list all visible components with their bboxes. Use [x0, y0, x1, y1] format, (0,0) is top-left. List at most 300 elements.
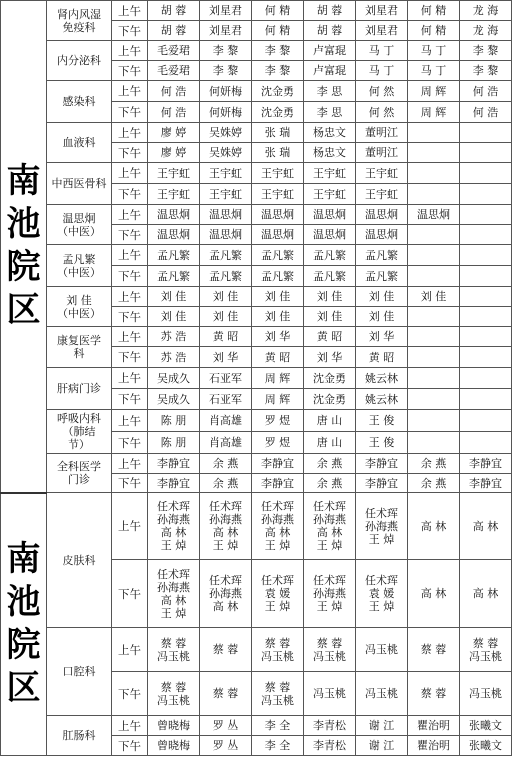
- doctor-name: 刘星君: [209, 24, 242, 37]
- doctor-cell: [252, 266, 304, 287]
- doctor-name: 孟凡繁: [365, 248, 398, 262]
- doctor-name: 何 然: [368, 84, 395, 98]
- doctor-cell: [304, 245, 356, 266]
- doctor-name: 刘 佳: [160, 290, 187, 303]
- doctor-cell: [408, 389, 460, 410]
- doctor-cell: [408, 560, 460, 628]
- doctor-name: 张 瑞: [264, 126, 291, 139]
- doctor-name: 李 黎: [472, 64, 499, 77]
- doctor-name: 何 然: [368, 105, 395, 119]
- doctor-name: 马 丁: [368, 64, 395, 77]
- doctor-name: 李 黎: [264, 64, 291, 77]
- doctor-name: 孟凡繁: [313, 269, 346, 283]
- doctor-name: 温思炯: [157, 208, 190, 221]
- doctor-name: 唐 山: [316, 436, 343, 449]
- doctor-name: 王宇虹: [209, 187, 242, 201]
- doctor-name: 姚云林: [365, 371, 398, 385]
- doctor-name: 蔡 蓉: [212, 643, 239, 656]
- doctor-cell: [200, 21, 252, 41]
- doctor-cell: [304, 61, 356, 81]
- doctor-cell: [304, 287, 356, 307]
- doctor-cell: [200, 454, 252, 474]
- doctor-name: 刘 佳: [316, 310, 343, 323]
- department-name-line: 肝病门诊: [57, 382, 101, 395]
- doctor-cell: [252, 389, 304, 410]
- doctor-name: 冯玉桃: [365, 687, 398, 700]
- doctor-cell: [408, 432, 460, 454]
- doctor-cell: [460, 347, 512, 368]
- doctor-cell: [408, 672, 460, 716]
- doctor-cell: [252, 493, 304, 560]
- doctor-name: 余 燕: [212, 476, 239, 490]
- doctor-name: 蔡 蓉: [160, 636, 187, 650]
- doctor-cell: [304, 493, 356, 560]
- department-name-line: 温思炯: [62, 211, 96, 225]
- doctor-cell: [148, 205, 200, 225]
- doctor-name: 刘星君: [365, 4, 398, 17]
- doctor-cell: [304, 266, 356, 287]
- department-name: [47, 163, 112, 205]
- doctor-name: 温思炯: [261, 208, 294, 221]
- doctor-cell: [304, 474, 356, 493]
- doctor-name: 谢 江: [368, 739, 395, 752]
- doctor-cell: [408, 225, 460, 245]
- doctor-name: 张曦文: [469, 739, 502, 752]
- department-name: [47, 123, 112, 163]
- doctor-cell: [460, 454, 512, 474]
- doctor-name: 冯玉桃: [261, 693, 294, 707]
- doctor-name: 余 燕: [420, 476, 447, 490]
- district-char: 池: [6, 582, 41, 623]
- doctor-cell: [408, 327, 460, 347]
- doctor-name: 何 浩: [160, 105, 187, 119]
- doctor-name: 王宇虹: [157, 166, 190, 180]
- doctor-name: 李静宜: [365, 476, 398, 490]
- doctor-cell: [460, 245, 512, 266]
- doctor-cell: [200, 560, 252, 628]
- doctor-name: 张曦文: [469, 719, 502, 732]
- doctor-name: 温思炯: [313, 208, 346, 221]
- doctor-cell: [460, 61, 512, 81]
- time-slot: 下午: [112, 184, 148, 205]
- doctor-cell: [304, 454, 356, 474]
- doctor-cell: [200, 1, 252, 21]
- doctor-name: 杨忠文: [313, 146, 346, 159]
- doctor-name: 王 焯: [368, 532, 395, 546]
- doctor-cell: [460, 327, 512, 347]
- doctor-cell: [252, 163, 304, 184]
- doctor-cell: [304, 184, 356, 205]
- doctor-cell: [408, 205, 460, 225]
- doctor-cell: [148, 245, 200, 266]
- doctor-name: 任术珲: [209, 574, 242, 587]
- department-name: [47, 1, 112, 41]
- doctor-cell: [200, 225, 252, 245]
- doctor-cell: [304, 672, 356, 716]
- table-row: [1, 123, 512, 143]
- doctor-cell: [460, 225, 512, 245]
- doctor-cell: [200, 61, 252, 81]
- doctor-cell: [460, 432, 512, 454]
- doctor-name: 沈金勇: [313, 392, 346, 406]
- time-slot: 下午: [112, 307, 148, 327]
- doctor-name: 任术珲: [261, 500, 294, 513]
- doctor-cell: [148, 327, 200, 347]
- doctor-cell: [460, 21, 512, 41]
- doctor-name: 高 林: [160, 593, 187, 607]
- doctor-name: 任术珲: [365, 506, 398, 520]
- doctor-name: 王 焯: [368, 600, 395, 613]
- doctor-cell: [148, 163, 200, 184]
- doctor-cell: [252, 454, 304, 474]
- doctor-cell: [460, 41, 512, 61]
- doctor-name: 温思炯: [261, 228, 294, 241]
- doctor-cell: [200, 716, 252, 736]
- doctor-name: 沈金勇: [313, 371, 346, 385]
- doctor-name: 杨忠文: [313, 126, 346, 139]
- doctor-cell: [200, 143, 252, 163]
- doctor-name: 高 林: [160, 526, 187, 539]
- time-slot: 下午: [112, 560, 148, 628]
- department-name-line: 肛肠科: [62, 729, 96, 742]
- doctor-name: 任术珲: [157, 567, 190, 581]
- doctor-cell: [148, 266, 200, 287]
- doctor-name: 高 林: [212, 526, 239, 539]
- doctor-cell: [304, 389, 356, 410]
- time-slot: 上午: [112, 368, 148, 389]
- doctor-cell: [304, 102, 356, 123]
- doctor-cell: [252, 81, 304, 102]
- doctor-name: 石亚军: [209, 371, 242, 385]
- doctor-cell: [460, 628, 512, 672]
- doctor-cell: [460, 716, 512, 736]
- time-slot: 下午: [112, 389, 148, 410]
- time-slot: 上午: [112, 123, 148, 143]
- doctor-name: 黄 昭: [264, 350, 291, 364]
- doctor-cell: [356, 81, 408, 102]
- doctor-name: 温思炯: [417, 208, 450, 221]
- department-name-line: （中医）: [57, 265, 101, 279]
- doctor-name: 蔡 蓉: [264, 636, 291, 650]
- department-name: [47, 41, 112, 81]
- time-slot: 上午: [112, 81, 148, 102]
- doctor-cell: [252, 61, 304, 81]
- doctor-name: 孟凡繁: [209, 269, 242, 283]
- doctor-cell: [460, 205, 512, 225]
- doctor-cell: [304, 163, 356, 184]
- doctor-cell: [148, 560, 200, 628]
- doctor-name: 姚云林: [365, 392, 398, 406]
- doctor-name: 谢 江: [368, 719, 395, 732]
- doctor-name: 蔡 蓉: [420, 643, 447, 656]
- doctor-name: 袁 媛: [368, 587, 395, 600]
- doctor-cell: [148, 143, 200, 163]
- doctor-cell: [408, 61, 460, 81]
- department-name-line: 门诊: [68, 473, 90, 486]
- doctor-cell: [460, 163, 512, 184]
- district-char: 院: [6, 247, 41, 288]
- doctor-cell: [356, 368, 408, 389]
- doctor-name: 刘 佳: [264, 310, 291, 323]
- doctor-cell: [356, 307, 408, 327]
- table-row: [1, 410, 512, 432]
- doctor-name: 周 辉: [264, 371, 291, 385]
- doctor-cell: [460, 81, 512, 102]
- doctor-cell: [200, 163, 252, 184]
- time-slot: 上午: [112, 163, 148, 184]
- table-row: [1, 493, 512, 560]
- doctor-name: 孙海燕: [157, 513, 190, 526]
- doctor-cell: [304, 21, 356, 41]
- doctor-name: 陈 朋: [160, 436, 187, 449]
- doctor-name: 王宇虹: [261, 166, 294, 180]
- doctor-cell: [252, 205, 304, 225]
- doctor-name: 王 焯: [316, 600, 343, 613]
- doctor-name: 李 黎: [212, 44, 239, 57]
- doctor-cell: [304, 327, 356, 347]
- department-name-line: 感染科: [62, 95, 96, 108]
- doctor-name: 李 全: [264, 719, 291, 732]
- department-name-line: 中西医骨科: [51, 177, 107, 190]
- department-name-line: 血液科: [62, 136, 96, 149]
- doctor-cell: [252, 41, 304, 61]
- doctor-cell: [408, 184, 460, 205]
- doctor-name: 肖高雄: [209, 414, 242, 427]
- doctor-cell: [252, 736, 304, 756]
- doctor-cell: [252, 628, 304, 672]
- doctor-name: 孙海燕: [313, 587, 346, 600]
- doctor-cell: [356, 672, 408, 716]
- doctor-cell: [148, 454, 200, 474]
- doctor-name: 孙海燕: [157, 580, 190, 594]
- doctor-cell: [252, 560, 304, 628]
- time-slot: 下午: [112, 21, 148, 41]
- department-name-line: 科: [73, 347, 85, 360]
- doctor-cell: [252, 287, 304, 307]
- doctor-name: 何 精: [264, 24, 291, 37]
- doctor-cell: [148, 474, 200, 493]
- doctor-name: 何 精: [264, 4, 291, 17]
- doctor-cell: [200, 266, 252, 287]
- doctor-cell: [408, 21, 460, 41]
- doctor-name: 苏 浩: [160, 330, 187, 343]
- doctor-cell: [356, 163, 408, 184]
- doctor-cell: [200, 81, 252, 102]
- doctor-cell: [148, 410, 200, 432]
- doctor-name: 胡 蓉: [316, 4, 343, 17]
- doctor-cell: [408, 245, 460, 266]
- doctor-cell: [460, 1, 512, 21]
- table-row: [1, 245, 512, 266]
- doctor-name: 李静宜: [261, 457, 294, 470]
- department-name-line: 皮肤科: [62, 553, 96, 567]
- doctor-name: 高 林: [264, 526, 291, 539]
- time-slot: 下午: [112, 225, 148, 245]
- department-name-line: 呼吸内科: [57, 412, 101, 425]
- time-slot: 上午: [112, 716, 148, 736]
- doctor-cell: [356, 327, 408, 347]
- doctor-name: 沈金勇: [261, 105, 294, 119]
- doctor-name: 温思炯: [157, 228, 190, 241]
- doctor-name: 何 精: [420, 4, 447, 17]
- doctor-cell: [252, 307, 304, 327]
- doctor-name: 李 黎: [264, 44, 291, 57]
- doctor-name: 罗 煜: [264, 414, 291, 427]
- doctor-cell: [252, 327, 304, 347]
- doctor-cell: [304, 410, 356, 432]
- doctor-cell: [148, 432, 200, 454]
- department-name: [47, 81, 112, 123]
- doctor-name: 何 精: [420, 24, 447, 37]
- doctor-cell: [304, 560, 356, 628]
- doctor-cell: [148, 716, 200, 736]
- doctor-cell: [252, 143, 304, 163]
- doctor-cell: [200, 347, 252, 368]
- doctor-cell: [408, 347, 460, 368]
- doctor-name: 李静宜: [157, 457, 190, 470]
- time-slot: 下午: [112, 736, 148, 756]
- table-row: [1, 716, 512, 736]
- doctor-cell: [460, 287, 512, 307]
- doctor-name: 董明江: [365, 146, 398, 159]
- doctor-name: 肖高雄: [209, 436, 242, 449]
- doctor-name: 卢富琨: [313, 64, 346, 77]
- table-row: [1, 454, 512, 474]
- doctor-name: 何 浩: [472, 84, 499, 98]
- doctor-name: 刘星君: [365, 24, 398, 37]
- doctor-cell: [356, 123, 408, 143]
- doctor-cell: [252, 102, 304, 123]
- doctor-name: 王宇虹: [313, 166, 346, 180]
- department-name-line: （中医）: [57, 306, 101, 320]
- doctor-cell: [460, 368, 512, 389]
- table-row: [1, 205, 512, 225]
- doctor-name: 刘 华: [316, 350, 343, 364]
- doctor-cell: [148, 102, 200, 123]
- doctor-cell: [304, 123, 356, 143]
- doctor-name: 王宇虹: [209, 166, 242, 180]
- doctor-name: 何妍梅: [209, 105, 242, 119]
- doctor-cell: [252, 123, 304, 143]
- doctor-name: 温思炯: [209, 208, 242, 221]
- doctor-name: 龙 海: [472, 4, 499, 17]
- doctor-name: 刘 佳: [368, 310, 395, 323]
- time-slot: 上午: [112, 41, 148, 61]
- doctor-name: 王宇虹: [157, 187, 190, 201]
- doctor-cell: [460, 143, 512, 163]
- doctor-cell: [200, 368, 252, 389]
- district-char: 南: [6, 539, 41, 580]
- table-row: [1, 81, 512, 102]
- doctor-name: 冯玉桃: [313, 649, 346, 663]
- doctor-name: 孟凡繁: [313, 248, 346, 262]
- doctor-cell: [408, 628, 460, 672]
- doctor-name: 王 焯: [160, 606, 187, 620]
- doctor-name: 孟凡繁: [261, 248, 294, 262]
- doctor-name: 蔡 蓉: [160, 680, 187, 694]
- doctor-cell: [408, 454, 460, 474]
- doctor-cell: [408, 736, 460, 756]
- doctor-name: 王 俊: [368, 436, 395, 449]
- doctor-cell: [148, 347, 200, 368]
- doctor-name: 周 辉: [420, 105, 447, 119]
- doctor-name: 王宇虹: [261, 187, 294, 201]
- doctor-cell: [148, 184, 200, 205]
- doctor-cell: [200, 410, 252, 432]
- doctor-cell: [200, 41, 252, 61]
- doctor-name: 蔡 蓉: [212, 687, 239, 700]
- doctor-cell: [356, 102, 408, 123]
- doctor-name: 毛爱珺: [157, 64, 190, 77]
- doctor-cell: [200, 123, 252, 143]
- doctor-name: 冯玉桃: [469, 649, 502, 663]
- time-slot: 上午: [112, 628, 148, 672]
- department-name: [47, 628, 112, 716]
- time-slot: 上午: [112, 245, 148, 266]
- doctor-cell: [200, 432, 252, 454]
- doctor-name: 温思炯: [209, 228, 242, 241]
- doctor-name: 卢富琨: [313, 44, 346, 57]
- doctor-cell: [356, 41, 408, 61]
- doctor-name: 任术珲: [365, 574, 398, 587]
- doctor-name: 陈 朋: [160, 414, 187, 427]
- doctor-cell: [304, 716, 356, 736]
- doctor-name: 孙海燕: [209, 513, 242, 526]
- doctor-name: 高 林: [316, 526, 343, 539]
- doctor-cell: [148, 736, 200, 756]
- time-slot: 下午: [112, 266, 148, 287]
- doctor-name: 李 全: [264, 739, 291, 752]
- doctor-cell: [408, 266, 460, 287]
- doctor-cell: [304, 81, 356, 102]
- department-name-line: 全科医学: [57, 460, 101, 473]
- doctor-cell: [200, 184, 252, 205]
- doctor-name: 周 辉: [420, 84, 447, 98]
- doctor-cell: [460, 672, 512, 716]
- doctor-name: 孙海燕: [209, 587, 242, 600]
- doctor-cell: [304, 225, 356, 245]
- doctor-cell: [304, 41, 356, 61]
- doctor-cell: [252, 225, 304, 245]
- doctor-cell: [460, 123, 512, 143]
- doctor-name: 孟凡繁: [365, 269, 398, 283]
- doctor-cell: [356, 410, 408, 432]
- district-char: 区: [6, 668, 41, 709]
- time-slot: 下午: [112, 347, 148, 368]
- doctor-cell: [148, 123, 200, 143]
- doctor-name: 何 浩: [472, 105, 499, 119]
- table-row: [1, 368, 512, 389]
- doctor-cell: [356, 266, 408, 287]
- doctor-name: 李 黎: [472, 44, 499, 57]
- doctor-name: 温思炯: [313, 228, 346, 241]
- doctor-name: 高 林: [420, 587, 447, 600]
- doctor-name: 孟凡繁: [157, 248, 190, 262]
- doctor-cell: [408, 41, 460, 61]
- doctor-cell: [356, 21, 408, 41]
- doctor-cell: [252, 432, 304, 454]
- doctor-cell: [356, 716, 408, 736]
- doctor-cell: [200, 493, 252, 560]
- doctor-cell: [200, 205, 252, 225]
- doctor-cell: [304, 1, 356, 21]
- doctor-name: 罗 丛: [212, 739, 239, 752]
- doctor-cell: [460, 102, 512, 123]
- district-char: 池: [6, 204, 41, 245]
- doctor-cell: [356, 560, 408, 628]
- district-label: [1, 493, 47, 756]
- doctor-name: 刘 佳: [212, 310, 239, 323]
